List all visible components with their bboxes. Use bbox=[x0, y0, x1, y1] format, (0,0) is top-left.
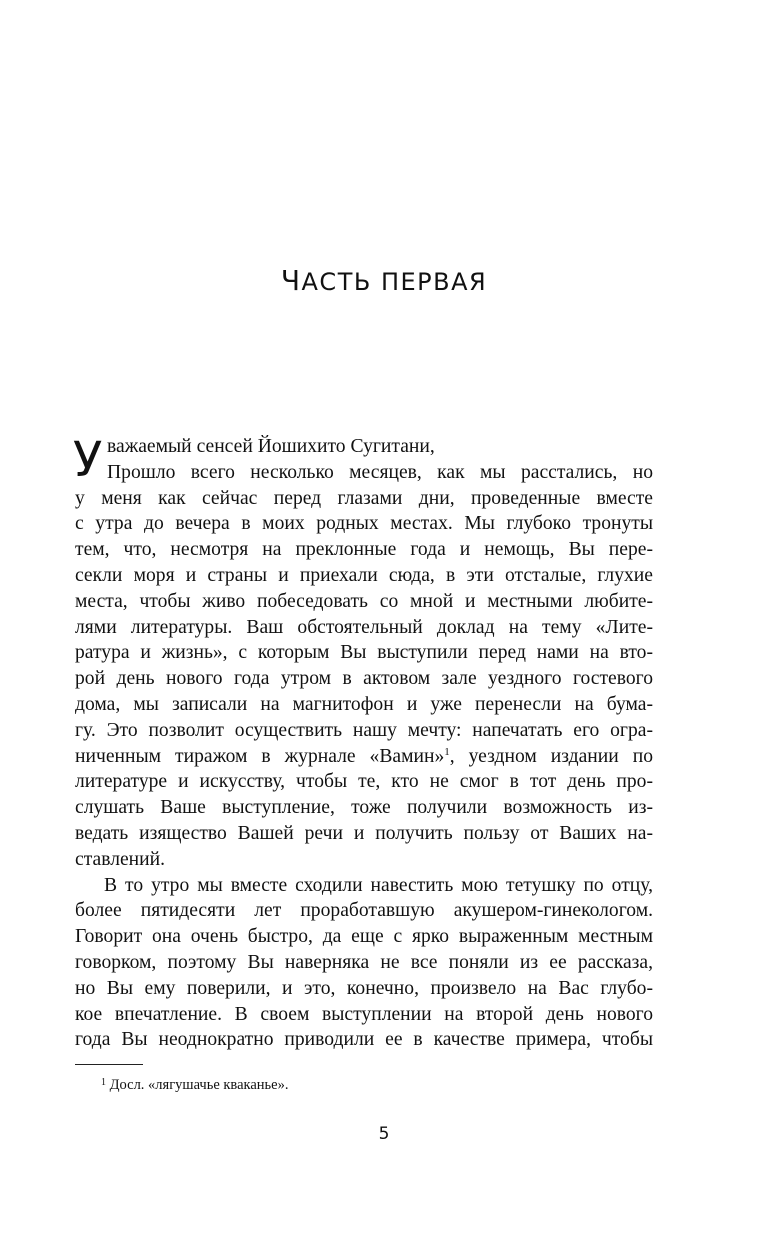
body-text bbox=[75, 434, 653, 1053]
text-line: рой день нового года утром в актовом зале уездного гостевого bbox=[75, 668, 653, 690]
text-line: места, чтобы живо побеседовать со мной и местными любите- bbox=[75, 590, 653, 612]
text-line: слушать Ваше выступление, тоже получили возможность из- bbox=[75, 797, 653, 819]
text-line: но Вы ему поверили, и это, конечно, произвело на Вас глубо- bbox=[75, 977, 653, 999]
text-line: дома, мы записали на магнитофон и уже перенесли на бума- bbox=[75, 693, 653, 715]
text-line: с утра до вечера в моих родных местах. Мы глубоко тронуты bbox=[75, 513, 653, 535]
text-line: ведать изящество Вашей речи и получить пользу от Ваших на- bbox=[75, 822, 653, 844]
text-line: Прошло всего несколько месяцев, как мы расстались, но bbox=[107, 461, 653, 483]
page-number: 5 bbox=[378, 1124, 390, 1144]
text-line: гу. Это позволит осуществить нашу мечту: напечатать его огра- bbox=[75, 719, 653, 741]
part-title-rest: АСТЬ ПЕРВАЯ bbox=[301, 268, 488, 296]
text-line: В то утро мы вместе сходили навестить мою тетушку по отцу, bbox=[104, 874, 653, 896]
text-line: тем, что, несмотря на преклонные года и немощь, Вы пере- bbox=[75, 539, 653, 561]
text-line: литературе и искусству, чтобы те, кто не смог в тот день про- bbox=[75, 771, 653, 793]
text-line: Говорит она очень быстро, да еще с ярко выраженным местным bbox=[75, 926, 653, 948]
text-line: говорком, поэтому Вы наверняка не все поняли из ее рассказа, bbox=[75, 951, 653, 973]
text-line: У важаемый сенсей Йошихито Сугитани, bbox=[73, 432, 435, 488]
text-line: года Вы неоднократно приводили ее в качестве примера, чтобы bbox=[75, 1029, 653, 1051]
footnote bbox=[101, 1076, 288, 1094]
footnote-reference: 1 bbox=[444, 745, 450, 758]
text-line: лями литературы. Ваш обстоятельный доклад на тему «Лите- bbox=[75, 616, 653, 638]
footnote-text: Досл. «лягушачье кваканье». bbox=[106, 1077, 289, 1093]
part-title bbox=[0, 264, 768, 297]
text-line: секли моря и страны и приехали сюда, в эти отсталые, глухие bbox=[75, 564, 653, 586]
footnote-divider bbox=[75, 1064, 143, 1065]
text-line: ставлений. bbox=[75, 848, 166, 870]
drop-cap: У bbox=[73, 432, 103, 488]
text-line: ратура и жизнь», с которым Вы выступили перед нами на вто- bbox=[75, 642, 653, 664]
footnote-marker: 1 bbox=[101, 1077, 106, 1088]
text-line: ниченным тиражом в журнале «Вамин»$^1$, уездном издании по bbox=[75, 745, 653, 767]
part-title-initial: Ч bbox=[280, 264, 302, 297]
text-line: кое впечатление. В своем выступлении на второй день нового bbox=[75, 1003, 653, 1025]
text-line: более пятидесяти лет проработавшую акушером-гинекологом. bbox=[75, 900, 653, 922]
text-line: у меня как сейчас перед глазами дни, проведенные вместе bbox=[75, 487, 653, 509]
